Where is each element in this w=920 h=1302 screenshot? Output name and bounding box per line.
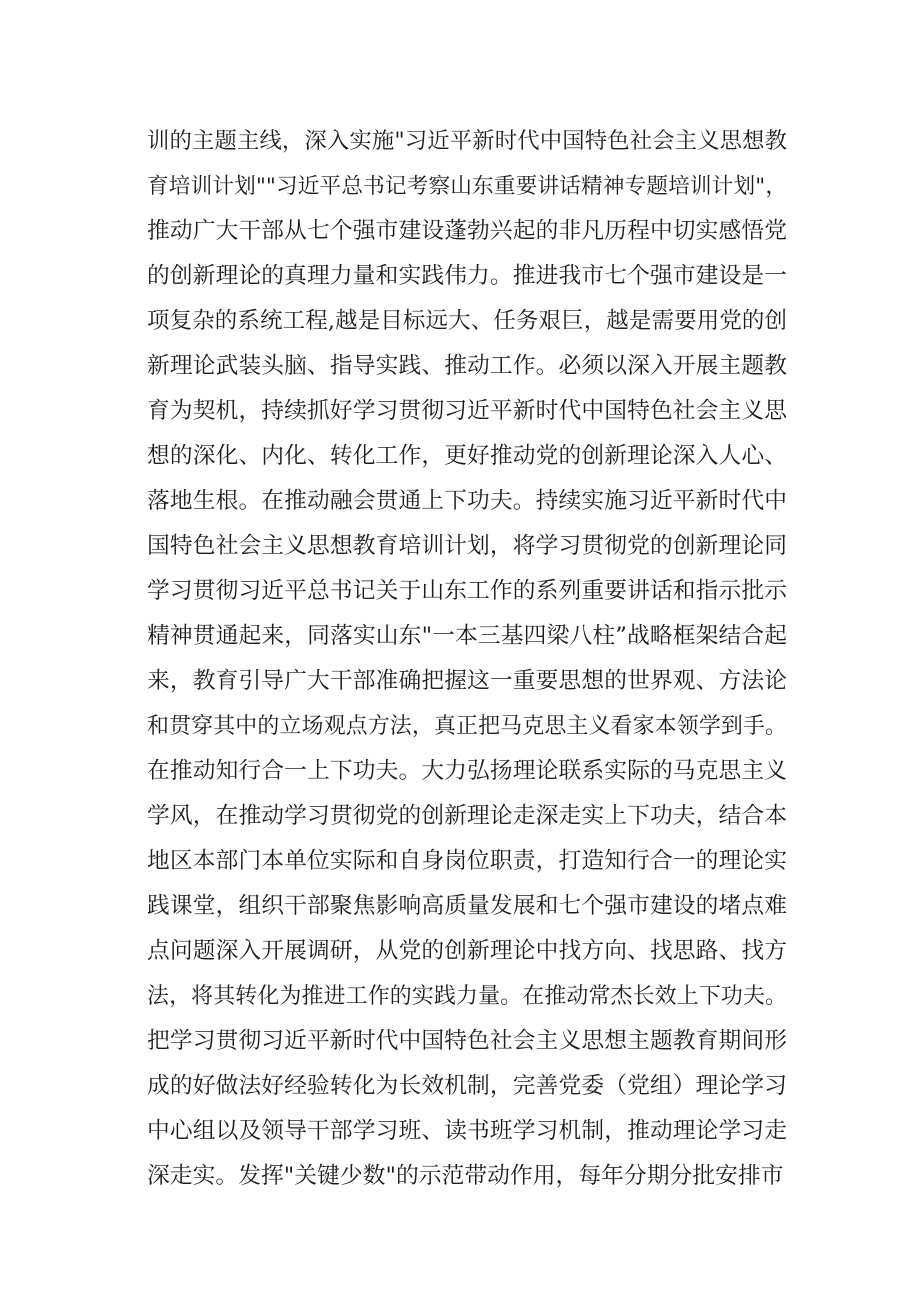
text-line: 国特色社会主义思想教育培训计划，将学习贯彻党的创新理论同 <box>147 533 787 559</box>
text-line: 和贯穿其中的立场观点方法，真正把马克思主义看家本领学到手。 <box>147 714 787 739</box>
text-line: 的创新理论的真理力量和实践伟力。推进我市七个强市建设是一 <box>147 263 787 289</box>
text-line: 项复杂的系统工程,越是目标远大、任务艰巨，越是需要用党的创 <box>147 308 787 334</box>
text-line: 践课堂，组织干部聚焦影响高质量发展和七个强市建设的堵点难 <box>147 893 787 919</box>
text-line: 落地生根。在推动融会贯通上下功夫。持续实施习近平新时代中 <box>147 488 787 514</box>
text-line: 精神贯通起来，同落实山东"一本三基四梁八柱”战略框架结合起 <box>147 623 787 649</box>
text-line: 地区本部门本单位实际和自身岗位职责，打造知行合一的理论实 <box>147 848 787 874</box>
text-line: 深走实。发挥"关键少数"的示范带动作用，每年分期分批安排市 <box>147 1163 784 1189</box>
text-line: 想的深化、内化、转化工作，更好推动党的创新理论深入人心、 <box>147 443 787 469</box>
text-line: 训的主题主线，深入实施"习近平新时代中国特色社会主义思想教 <box>147 128 787 154</box>
text-line: 来，教育引导广大干部准确把握这一重要思想的世界观、方法论 <box>147 668 787 694</box>
text-line: 学风，在推动学习贯彻党的创新理论走深走实上下功夫，结合本 <box>147 803 787 829</box>
body-text <box>147 119 787 1199</box>
text-line: 法，将其转化为推进工作的实践力量。在推动常杰长效上下功夫。 <box>147 984 787 1009</box>
text-line: 新理论武装头脑、指导实践、推动工作。必须以深入开展主题教 <box>147 353 787 379</box>
text-line: 在推动知行合一上下功夫。大力弘扬理论联系实际的马克思主义 <box>147 758 787 784</box>
text-line: 成的好做法好经验转化为长效机制，完善党委（党组）理论学习 <box>147 1073 787 1099</box>
text-line: 学习贯彻习近平总书记关于山东工作的系列重要讲话和指示批示 <box>147 578 787 604</box>
text-line: 中心组以及领导干部学习班、读书班学习机制，推动理论学习走 <box>147 1118 787 1144</box>
text-line: 推动广大干部从七个强市建设蓬勃兴起的非凡历程中切实感悟党 <box>147 218 787 244</box>
text-line: 育培训计划""习近平总书记考察山东重要讲话精神专题培训计划"， <box>147 174 787 199</box>
text-line: 把学习贯彻习近平新时代中国特色社会主义思想主题教育期间形 <box>147 1028 787 1054</box>
text-line: 育为契机，持续抓好学习贯彻习近平新时代中国特色社会主义思 <box>147 398 787 424</box>
text-line: 点问题深入开展调研，从党的创新理论中找方向、找思路、找方 <box>147 938 787 964</box>
